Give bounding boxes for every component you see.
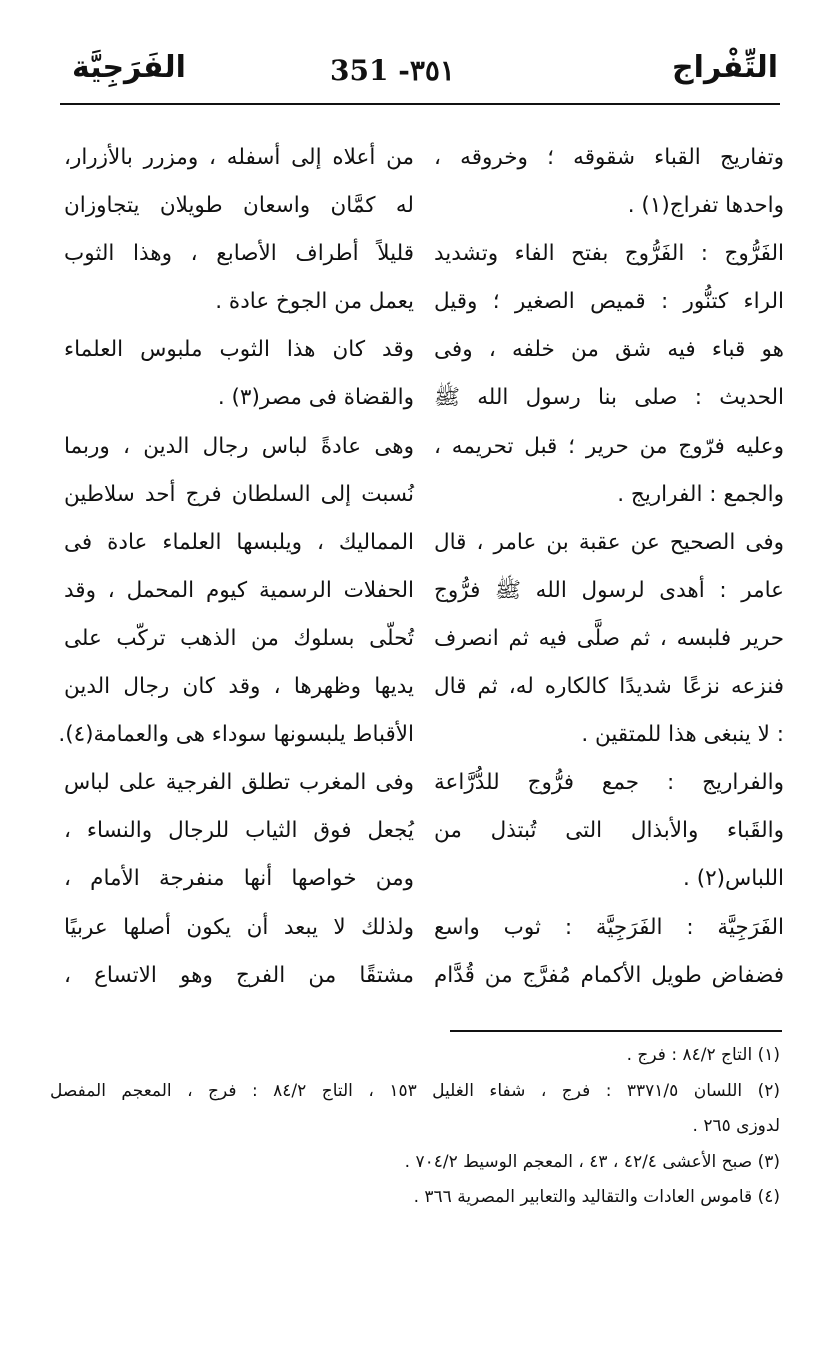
- text-line: فضفاض طويل الأكمام مُفرَّج من قُدَّام: [434, 962, 784, 988]
- text-line: مشتقًا من الفرج وهو الاتساع ،: [64, 962, 414, 988]
- right-column: [434, 134, 784, 1000]
- text-line: عامر : أهدى لرسول الله ﷺ فرُّوج: [434, 577, 784, 603]
- text-line: واحدها تفراج(١) .: [627, 193, 784, 219]
- text-line: وهى عادةً لباس رجال الدين ، وربما: [64, 433, 414, 459]
- text-line: قليلاً أطراف الأصابع ، وهذا الثوب: [64, 241, 414, 267]
- entry-line-farajiyya: الفَرَجِيَّة : الفَرَجِيَّة : ثوب واسع: [434, 914, 784, 940]
- text-line: : لا ينبغى هذا للمتقين .: [581, 722, 784, 748]
- text-line: وعليه فرّوج من حرير ؛ قبل تحريمه ،: [434, 433, 784, 459]
- text-line: اللباس(٢) .: [683, 866, 784, 892]
- text-line: يُجعل فوق الثياب للرجال والنساء ،: [64, 818, 414, 844]
- text-line: الحفلات الرسمية كيوم المحمل ، وقد: [64, 577, 414, 603]
- text-line: ومن خواصها أنها منفرجة الأمام ،: [64, 866, 414, 892]
- text-line: وفى الصحيح عن عقبة بن عامر ، قال: [434, 529, 784, 555]
- footnote-1: (١) التاج ٨٤/٢ : فرج .: [626, 1045, 780, 1065]
- text-line: ولذلك لا يبعد أن يكون أصلها عربيًا: [64, 914, 414, 940]
- text-line: والقَباء والأبذال التى تُبتذل من: [434, 818, 784, 844]
- text-line: والقضاة فى مصر(٣) .: [217, 385, 414, 411]
- text-line: يعمل من الجوخ عادة .: [215, 289, 414, 315]
- text-line: وتفاريج القباء شقوقه ؛ وخروقه ،: [434, 145, 784, 170]
- text-line: والفراريج : جمع فرُّوج للدُّرَّاعة: [434, 770, 784, 796]
- footnote-2-continued: لدوزى ٢٦٥ .: [692, 1116, 780, 1136]
- text-line: هو قباء فيه شق من خلفه ، وفى: [434, 337, 784, 363]
- text-line: تُحلّى بسلوك من الذهب تركّب على: [64, 625, 414, 651]
- header-entry-right: التِّفْراج: [672, 50, 778, 85]
- text-line: حرير فلبسه ، ثم صلَّى فيه ثم انصرف: [434, 625, 784, 651]
- text-line: والجمع : الفراريج .: [617, 481, 784, 507]
- header-entry-left: الفَرَجِيَّة: [72, 50, 186, 85]
- left-column: [58, 134, 414, 1000]
- text-line: الأقباط يلبسونها سوداء هى والعمامة(٤).: [58, 722, 414, 748]
- text-line: نُسبت إلى السلطان فرج أحد سلاطين: [64, 481, 414, 507]
- entry-line-farruj: الفَرُّوج : الفَرُّوج بفتح الفاء وتشديد: [434, 241, 784, 267]
- footnote-rule: [450, 1030, 782, 1032]
- text-line: الحديث : صلى بنا رسول الله ﷺ: [434, 385, 784, 411]
- text-line: فنزعه نزعًا شديدًا كالكاره له، ثم قال: [434, 674, 784, 700]
- text-line: المماليك ، ويلبسها العلماء عادة فى: [64, 529, 414, 555]
- text-line: الراء كتنُّور : قميص الصغير ؛ وقيل: [434, 289, 784, 315]
- page-number: 351 -٣٥١: [330, 54, 455, 87]
- footnote-4: (٤) قاموس العادات والتقاليد والتعابير المصرية ٣٦٦ .: [413, 1187, 780, 1207]
- footnote-2: (٢) اللسان ٣٣٧١/٥ : فرج ، شفاء الغليل ١٥٣ ، التاج ٨٤/٢ : فرج ، المعجم المفصل: [50, 1081, 780, 1101]
- text-line: يديها وظهرها ، وقد كان رجال الدين: [64, 674, 414, 700]
- text-line: وقد كان هذا الثوب ملبوس العلماء: [64, 337, 414, 363]
- text-line: من أعلاه إلى أسفله ، ومزرر بالأزرار،: [64, 145, 414, 170]
- footnote-3: (٣) صبح الأعشى ٤٢/٤ ، ٤٣ ، المعجم الوسيط ٧٠٤/٢ .: [404, 1152, 780, 1172]
- text-line: وفى المغرب تطلق الفرجية على لباس: [64, 770, 414, 796]
- header-rule: [60, 103, 780, 105]
- text-line: له كمَّان واسعان طويلان يتجاوزان: [64, 193, 414, 219]
